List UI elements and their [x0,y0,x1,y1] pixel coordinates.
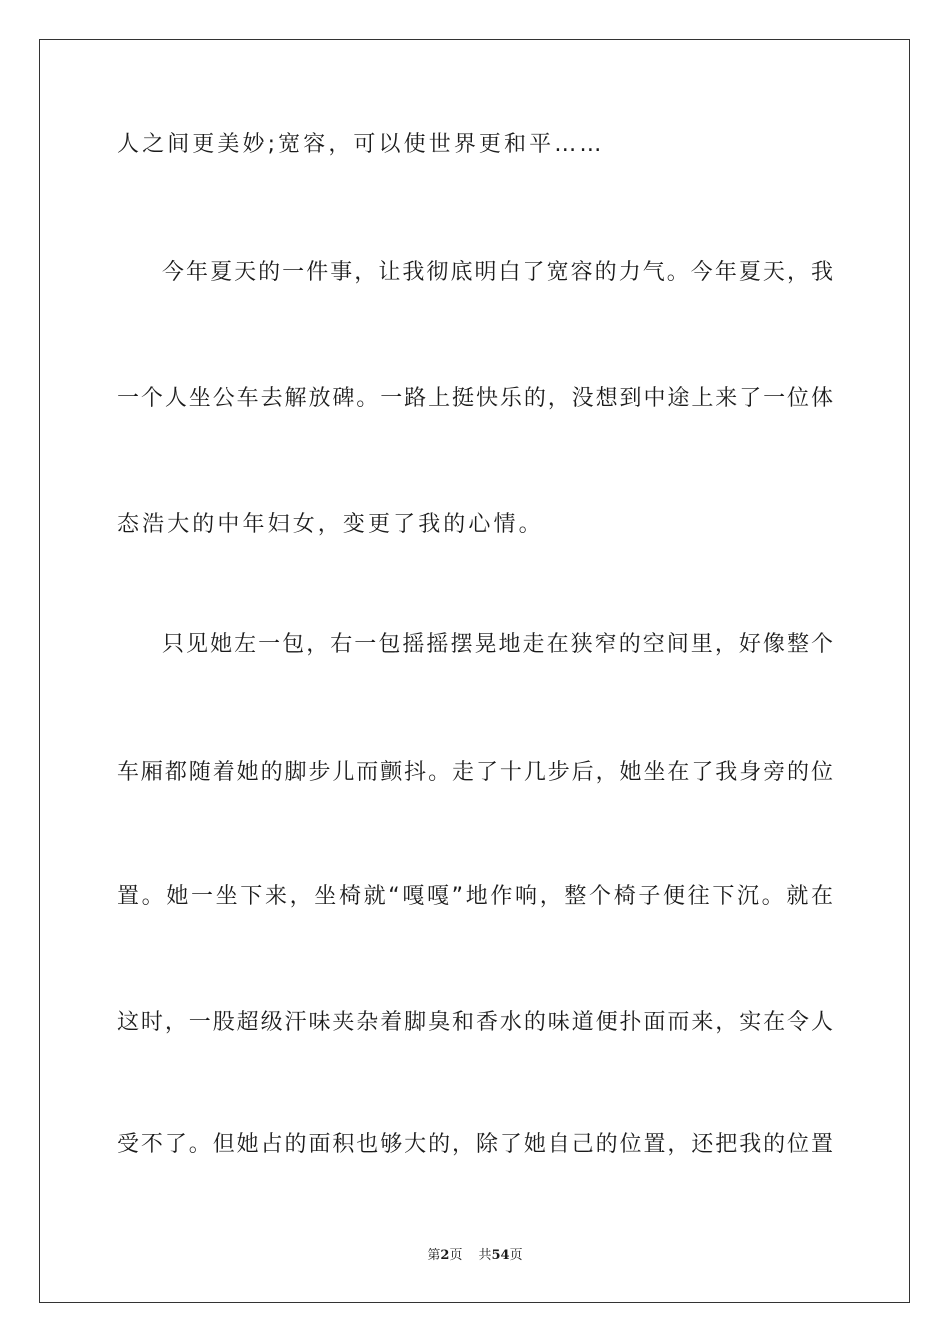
text-line-2: 今年夏天的一件事，让我彻底明白了宽容的力气。今年夏天，我 [162,260,833,285]
page-footer [0,1246,950,1266]
page-prefix: 第 [427,1248,441,1263]
page-suffix: 页 [449,1248,463,1263]
text-line-8: 这时，一股超级汗味夹杂着脚臭和香水的味道便扑面而来，实在令人 [117,1010,833,1035]
total-pages: 54 [491,1248,510,1263]
text-line-3: 一个人坐公车去解放碑。一路上挺快乐的，没想到中途上来了一位体 [117,386,833,411]
text-line-4: 态浩大的中年妇女，变更了我的心情。 [117,512,544,537]
text-line-9: 受不了。但她占的面积也够大的，除了她自己的位置，还把我的位置 [117,1132,833,1157]
text-line-6: 车厢都随着她的脚步儿而颤抖。走了十几步后，她坐在了我身旁的位 [117,760,833,785]
total-prefix: 共 [478,1248,492,1263]
text-line-1: 人之间更美妙;宽容，可以使世界更和平…… [117,132,605,157]
page-border [39,39,910,1303]
total-suffix: 页 [509,1248,523,1263]
page-number: 2 [440,1248,450,1263]
text-line-5: 只见她左一包，右一包摇摇摆晃地走在狭窄的空间里，好像整个 [162,632,833,657]
text-line-7: 置。她一坐下来，坐椅就“嘎嘎”地作响，整个椅子便往下沉。就在 [117,884,833,909]
